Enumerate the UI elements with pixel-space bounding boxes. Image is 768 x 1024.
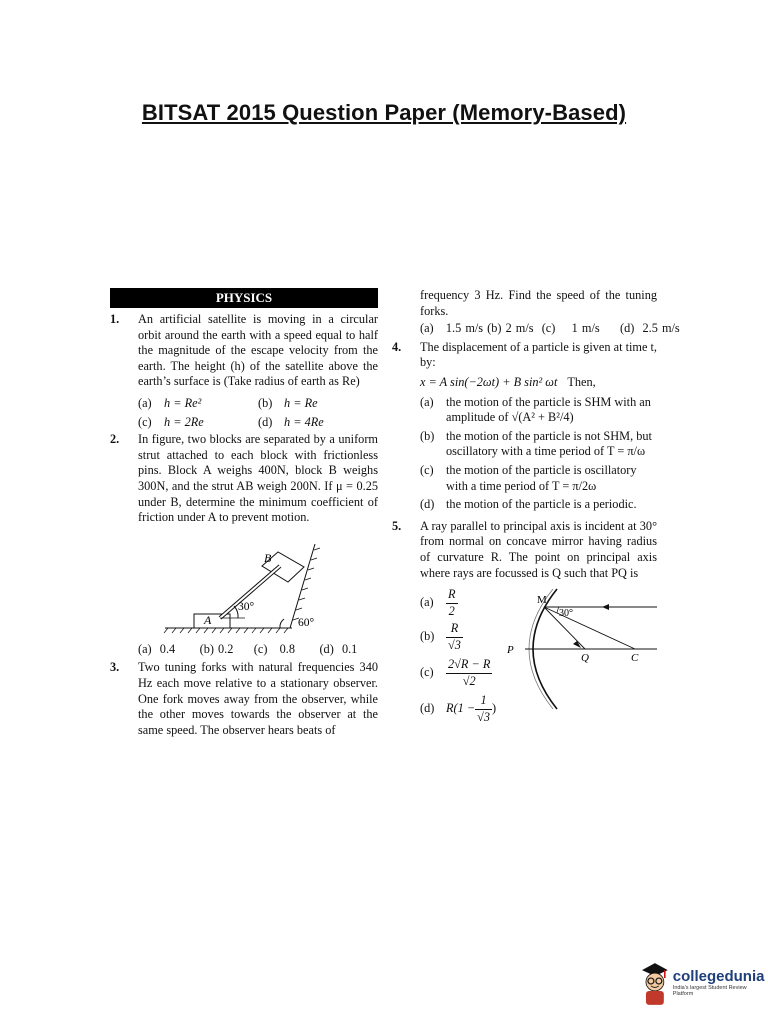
question-3 (110, 660, 378, 738)
strut-figure (110, 532, 378, 640)
option-a: (a) h = Re² (138, 395, 202, 410)
option-c: (c) the motion of the particle is oscillatory with a time period of T = π/2ω (420, 462, 637, 493)
question-5-options (420, 587, 496, 727)
label-p: P (507, 644, 514, 657)
question-number: 2. (110, 432, 120, 447)
question-5 (392, 519, 657, 581)
section-header: PHYSICS (110, 288, 378, 308)
equation: x = A sin(−2ωt) + B sin² ωt Then, (420, 374, 596, 389)
question-text: Two tuning forks with natural frequencies 340 Hz each move relative to a stationary observer. One fork moves away from the observer, while the other moves towards the observer at the same speed. The observer hears beats of (138, 660, 378, 737)
page-title: BITSAT 2015 Question Paper (Memory-Based) (141, 100, 627, 125)
right-column (392, 288, 680, 724)
angle-60: 60° (298, 616, 315, 629)
question-4-options (420, 395, 657, 513)
mascot-icon (640, 960, 670, 1006)
logo-name: collegedunia (672, 968, 765, 985)
option-a: (a) the motion of the particle is SHM with an amplitude of √(A² + B²/4) (420, 394, 651, 425)
question-2 (110, 432, 378, 526)
option-c: (c) h = 2Re (138, 414, 204, 429)
option-d: (d) h = 4Re (258, 414, 324, 429)
question-3-options: (a) 1.5 m/s (b) 2 m/s (c) 1 m/s (d) 2.5 m/s (420, 321, 680, 336)
collegedunia-logo (640, 960, 768, 1006)
question-1-options (138, 396, 378, 430)
question-number: 3. (110, 660, 120, 675)
question-text: A ray parallel to principal axis is incident at 30° from normal on concave mirror having radius of curvature R. The point on principal axis where rays are focussed is Q such that PQ is (420, 518, 657, 580)
question-text: The displacement of a particle is given at time t, by: (420, 339, 657, 370)
option-b: (b) h = Re (258, 395, 318, 410)
question-2-options: (a) 0.4 (b) 0.2 (c) 0.8 (d) 0.1 (138, 641, 358, 656)
option-d: (d) R(1 − $\frac{1}{√3}$ ) (420, 693, 497, 724)
option-b: (b) the motion of the particle is not SHM, but oscillatory with a time period of T = π/ω (420, 428, 652, 459)
logo-tagline: India's largest Student Review Platform (672, 985, 747, 997)
question-number: 5. (392, 518, 402, 533)
question-number: 1. (110, 312, 120, 326)
label-a: A (204, 612, 212, 627)
question-number: 4. (392, 339, 402, 354)
question-1 (110, 312, 378, 390)
question-4 (392, 340, 657, 371)
angle-30: 30° (559, 608, 573, 620)
angle-30: 30° (238, 600, 255, 613)
left-column (110, 288, 378, 738)
question-text: In figure, two blocks are separated by a uniform strut attached to each block with frictionless pins. Block A weighs 400N, block B weighs 300N, and the strut AB weigh 200N. If μ = 0.25 under B, determine the minimum coefficient of friction under A to prevent motion. (138, 432, 378, 525)
mirror-figure (507, 587, 667, 712)
question-3-continued: frequency 3 Hz. Find the speed of the tuning forks. (420, 288, 657, 318)
option-b: (b) $\frac{R}{√3}$ (420, 621, 461, 652)
option-d: (d) the motion of the particle is a periodic. (420, 497, 637, 512)
label-b: B (264, 550, 272, 565)
label-q: Q (581, 652, 589, 665)
label-c: C (631, 652, 639, 665)
option-c: (c) $\frac{2√R - R}{√2}$ (420, 657, 491, 688)
option-a: (a) $\frac{R}{2}$ (420, 587, 456, 618)
label-m: M (537, 594, 547, 607)
question-5-body (392, 587, 657, 724)
question-text: An artificial satellite is moving in a circular orbit around the earth with a speed equal to half the magnitude of the escape velocity from the earth. The height (h) of the satellite above the earth’s surface is (Take radius of earth as Re) (138, 312, 378, 389)
